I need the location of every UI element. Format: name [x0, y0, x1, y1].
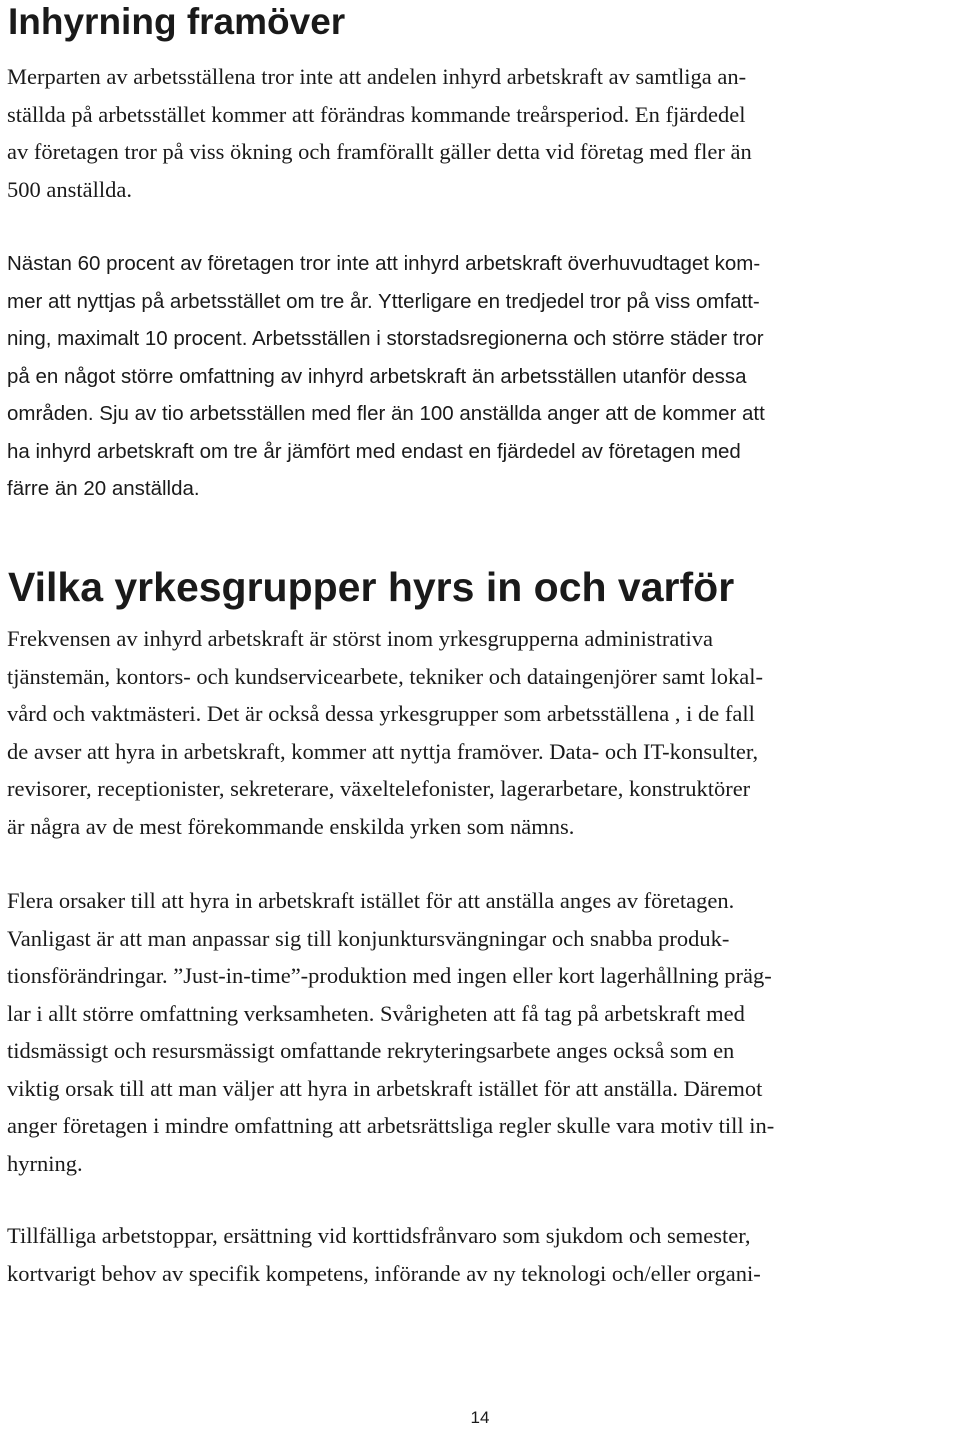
text-line: lar i allt större omfattning verksamheten. Svårigheten att få tag på arbetskraft med	[7, 1000, 745, 1026]
text-line: Frekvensen av inhyrd arbetskraft är störst inom yrkesgrupperna administrativa	[7, 626, 714, 651]
page-number: 14	[470, 1408, 490, 1427]
text-line: ning, maximalt 10 procent. Arbetsställen i storstadsregionerna och större städer tror	[7, 327, 764, 350]
text-line: färre än 20 anställda.	[7, 477, 200, 500]
text-line: ha inhyrd arbetskraft om tre år jämfört med endast en fjärdedel av företagen med	[7, 439, 741, 463]
text-line: Flera orsaker till att hyra in arbetskraft istället för att anställa anges av företagen.	[7, 888, 735, 913]
text-line: Nästan 60 procent av företagen tror inte att inhyrd arbetskraft överhuvudtaget kom-	[7, 252, 761, 275]
text-line: anger företagen i mindre omfattning att arbetsrättsliga regler skulle vara motiv till in-	[7, 1113, 775, 1138]
paragraph-inhyrning-forecast	[7, 245, 765, 508]
text-line: är några av de mest förekommande enskilda yrken som nämns.	[7, 813, 575, 839]
text-line: kortvarigt behov av specifik kompetens, införande av ny teknologi och/eller organi-	[7, 1260, 761, 1286]
text-line: tionsförändringar. ”Just-in-time”-produktion med ingen eller kort lagerhållning präg-	[7, 963, 772, 988]
text-line: tjänstemän, kontors- och kundservicearbete, tekniker och dataingenjörer samt lokal-	[7, 663, 763, 689]
text-line: på en något större omfattning av inhyrd arbetskraft än arbetsställen utanför dessa	[7, 364, 747, 388]
paragraph-yrkesgrupper-frekvens	[7, 620, 763, 845]
paragraph-inhyrning-intro	[7, 58, 752, 208]
text-line: 500 anställda.	[7, 176, 132, 202]
section-heading-yrkesgrupper: Vilka yrkesgrupper hyrs in och varför	[8, 564, 735, 610]
text-line: de avser att hyra in arbetskraft, kommer att nyttja framöver. Data- och IT-konsulter,	[7, 738, 759, 764]
text-line: revisorer, receptionister, sekreterare, växeltelefonister, lagerarbetare, konstruktörer	[7, 776, 751, 801]
text-line: mer att nyttjas på arbetsstället om tre år. Ytterligare en tredjedel tror på viss omfatt-	[7, 289, 760, 313]
text-line: hyrning.	[7, 1150, 83, 1176]
text-line: ställda på arbetsstället kommer att förändras kommande treårsperiod. En fjärdedel	[7, 101, 746, 127]
text-line: viktig orsak till att man väljer att hyra in arbetskraft istället för att anställa. Däremot	[7, 1075, 763, 1101]
text-line: Merparten av arbetsställena tror inte att andelen inhyrd arbetskraft av samtliga an-	[7, 64, 747, 89]
text-line: tidsmässigt och resursmässigt omfattande rekryteringsarbete anges också som en	[7, 1038, 735, 1063]
text-line: vård och vaktmästeri. Det är också dessa yrkesgrupper som arbetsställena , i de fall	[7, 701, 755, 726]
paragraph-yrkesgrupper-arbetstoppar	[7, 1217, 761, 1292]
text-line: Tillfälliga arbetstoppar, ersättning vid korttidsfrånvaro som sjukdom och semester,	[7, 1223, 751, 1248]
section-heading-inhyrning: Inhyrning framöver	[8, 1, 346, 42]
text-line: av företagen tror på viss ökning och framförallt gäller detta vid företag med fler än	[7, 139, 752, 164]
paragraph-yrkesgrupper-orsaker	[7, 882, 774, 1182]
text-line: områden. Sju av tio arbetsställen med fler än 100 anställda anger att de kommer att	[7, 402, 765, 425]
text-line: Vanligast är att man anpassar sig till konjunktursvängningar och snabba produk-	[7, 925, 730, 951]
